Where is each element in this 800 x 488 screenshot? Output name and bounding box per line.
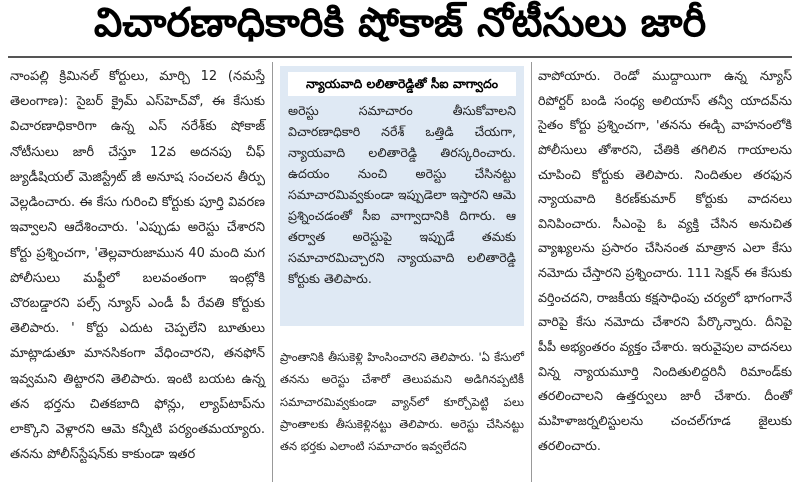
sidebar-body [288,100,516,289]
column-divider-1 [272,62,273,482]
sidebar-heading: న్యాయవాది లలితారెడ్డితో సీఐ వాగ్వాదం [288,72,516,96]
sidebar-box [280,66,524,326]
column-1-text: నాంపల్లి క్రిమినల్ కోర్టులు, మార్చి 12 (నమస్తే తెలంగాణ): సైబర్ క్రైమ్ ఎస్‌హెచ్‌వో, ఈ కేసుకు విచారణాధికారిగా ఉన్న ఎస్ నరేశ్‌కు షోకాజ్ నోటీసులు జారీ చేస్తూ 12వ అదనపు చీఫ్ జ్యుడీషియల్ మెజిస్ట్రేట్ జీ అనూష సంచలన తీర్పు వెల్లడించారు. ఈ కేసు గురించి కోర్టుకు పూర్తి వివరణ ఇవ్వాలని ఆదేశించారు. 'ఎప్పుడు అరెస్టు చేశారని కోర్టు ప్రశ్నించగా, 'తెల్లవారుజామున 40 మంది మగ పోలీసులు మఫ్టీలో బలవంతంగా ఇంట్లోకి చొరబడ్డారని పల్స్ న్యూస్ ఎండీ పీ రేవతి కోర్టుకు తెలిపారు. ' కోర్టు ఎదుట చెప్పలేని బూతులు మాట్లాడుతూ మానసికంగా వేధించారని, తనఫోన్ ఇవ్వమని తిట్టారని తెలిపారు. ఇంటి బయట ఉన్న తన భర్తను చితకబాది ఫోన్లు, ల్యాప్‌టాప్‌ను లాక్కొని వెళ్లారని ఆమె కన్నీటి పర్యంతమయ్యారు. తనను పోలీస్‌స్టేషన్‌కు కాకుండా ఇతర [10,69,265,463]
article-column-1 [10,64,265,468]
article-column-3 [538,64,792,458]
column-divider-2 [531,62,532,482]
sidebar-text: అరెస్టు సమాచారం తీసుకోవాలని విచారణాధికారి నరేశ్ ఒత్తిడి చేయగా, న్యాయవాది లలితారెడ్డి తిరస్కరించారు. ఉదయం నుంచి అరెస్టు చేసినట్టు సమాచారమివ్వకుండా ఇప్పుడెలా ఇస్తారని ఆమె ప్రశ్నించడంతో సీఐ వాగ్వాదానికి దిగారు. ఆ తర్వాత అరెస్టుపై ఇప్పుడే తమకు సమాచారమిచ్చారని న్యాయవాది లలితారెడ్డి కోర్టుకు తెలిపారు. [288,103,516,286]
headline-rule [8,56,792,58]
headline: విచారణాధికారికి షోకాజ్ నోటీసులు జారీ [93,0,707,46]
column-2-text: ప్రాంతానికి తీసుకెళ్లి హింసించారని తెలిపారు. 'ఏ కేసులో తనను అరెస్టు చేశారో తెలుపమని అడిగినప్పటికీ సమాచారమివ్వకుండా వ్యాన్‌లో కూర్చోపెట్టి పలు ప్రాంతాలకు తీసుకెళ్లినట్టు తెలిపారు. అరెస్టు చేసినట్టు తన భర్తకు ఎలాంటి సమాచారం ఇవ్వలేదని [280,350,524,454]
article-column-2 [280,346,524,458]
column-3-text: వాపోయారు. రెండో ముద్దాయిగా ఉన్న న్యూస్ రిపోర్టర్ బండి సంధ్య అలియాస్ తన్వీ యాదవ్‌ను సైతం కోర్టు ప్రశ్నించగా, 'తనను ఈడ్చి వాహనంలోకి పోలీసులు తోశారని, చేతికి తగిలిన గాయాలను చూపించి కోర్టుకు తెలిపారు. నిందితుల తరఫున న్యాయవాది కిరణ్‌కుమార్ కోర్టుకు వాదనలు వినిపించారు. సీఎంపై ఓ వ్యక్తి చేసిన అనుచిత వ్యాఖ్యలను ప్రసారం చేసినంత మాత్రాన ఎలా కేసు నమోదు చేస్తారని ప్రశ్నించారు. 111 సెక్షన్ ఈ కేసుకు వర్తించదని, రాజకీయ కక్షసాధింపు చర్యలో భాగంగానే వారిపై కేసు నమోదు చేశారని పేర్కొన్నారు. దీనిపై పీపీ అభ్యంతరం వ్యక్తం చేశారు. ఇరువైపుల వాదనలు విన్న న్యాయమూర్తి నిందితులిద్దరినీ రిమాండ్‌కు తరలించాలని ఉత్తర్వులు జారీ చేశారు. దీంతో మహిళాజర్నలిస్టులను చంచల్‌గూడ జైలుకు తరలించారు. [538,68,792,453]
